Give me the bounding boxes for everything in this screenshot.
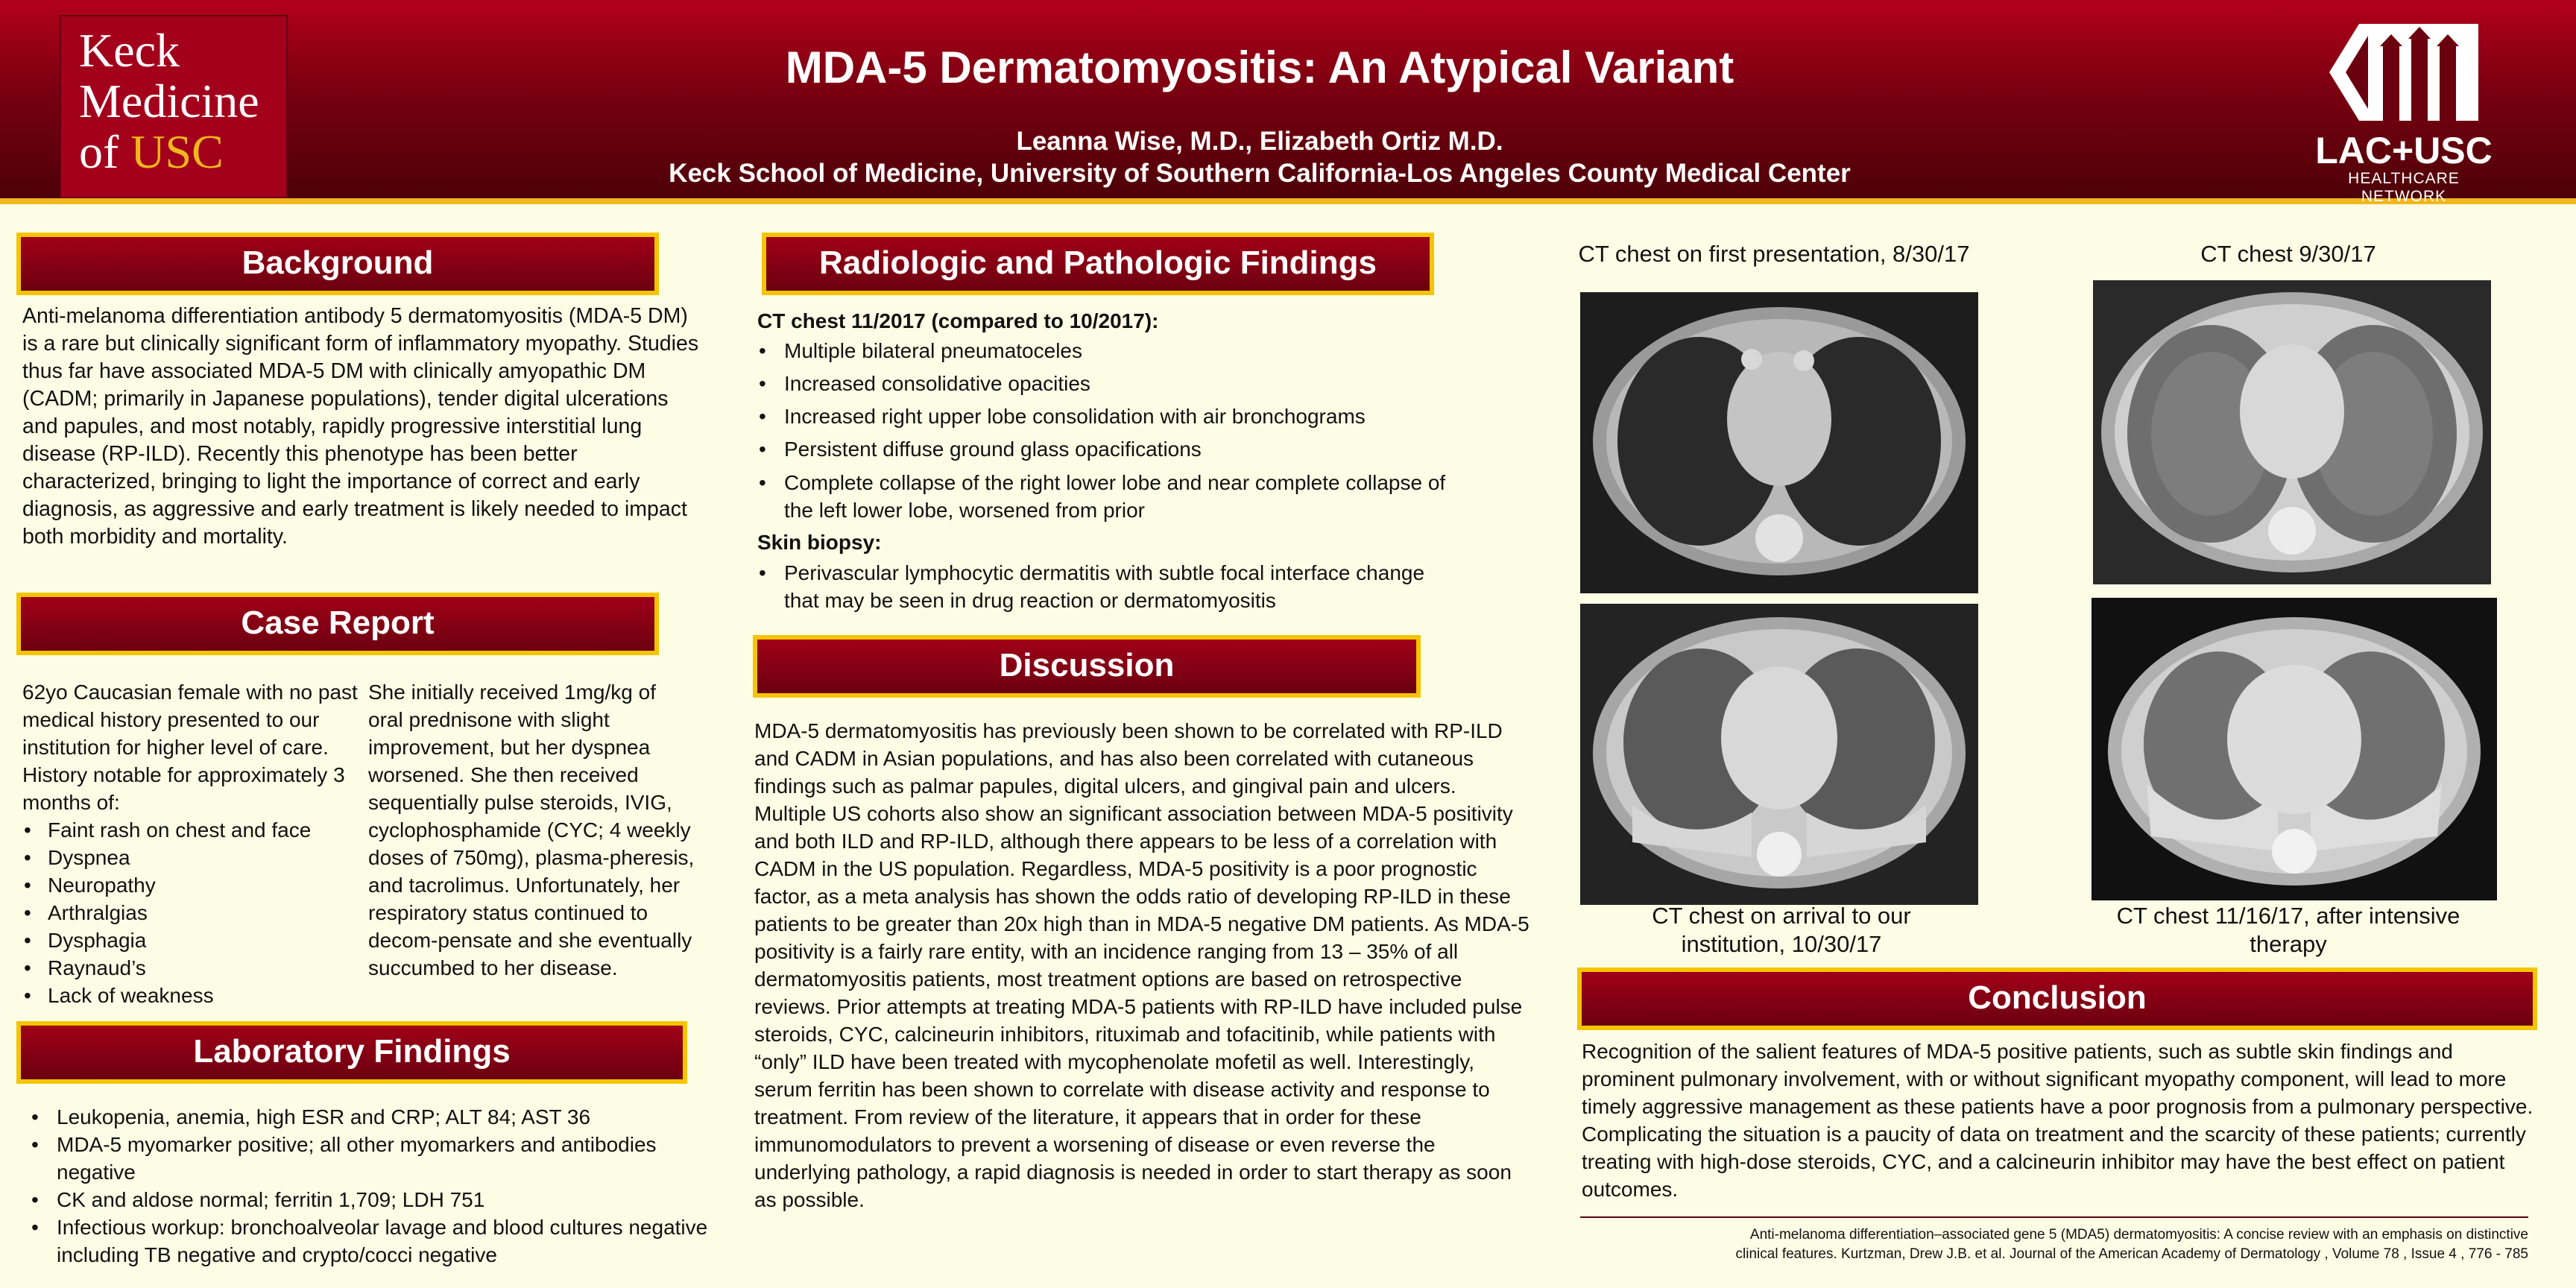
poster-authors: Leanna Wise, M.D., Elizabeth Ortiz M.D.	[1016, 127, 1503, 156]
ct-finding-item: • Increased right upper lobe consolidation with air bronchograms	[757, 400, 1450, 433]
ct-finding-item: • Complete collapse of the right lower lobe and near complete collapse of the left lower lobe, worsened from prior	[757, 469, 1450, 524]
lac-usc-subtitle: HEALTHCARE NETWORK	[2348, 170, 2460, 205]
keck-logo-line3	[79, 127, 268, 177]
poster-header	[0, 0, 2576, 204]
skin-biopsy-item: • Perivascular lymphocytic dermatitis with subtle focal interface change that may be seen in drug reaction or dermatomyositis	[757, 559, 1450, 614]
ct-findings-title: CT chest 11/2017 (compared to 10/2017):	[757, 309, 1159, 332]
discussion-heading: Discussion	[753, 635, 1421, 698]
reference-citation	[1580, 1225, 2528, 1264]
ct-findings-list	[757, 335, 1450, 524]
ct-scan-image-3	[1580, 604, 1978, 905]
keck-medicine-logo	[60, 15, 288, 198]
ct-caption-3: CT chest on arrival to our institution, 10/30/17	[1652, 903, 1911, 957]
conclusion-heading: Conclusion	[1577, 967, 2537, 1030]
discussion-text: MDA-5 dermatomyositis has previously been shown to be correlated with RP-ILD and CADM in Asian populations, and has also been correlated with cutaneous findings such as palmar papules, digital ulcers, and gingival pain and ulcers. Multiple US cohorts also show an significant association between MDA-5 positivity and both ILD and RP-ILD, although there appears to be less of a correlation with CADM in the US population. Regardless, MDA-5 positivity is a poor prognostic factor, as a meta analysis has shown the odds ratio of developing RP-ILD in these patients to be greater than 20x high than in MDA-5 negative DM patients. As MDA-5 positivity is a fairly rare entity, with an incidence ranging from 13 – 35% of all dermatomyositis patients, most treatment options are based on retrospective reviews. Prior attempts at treating MDA-5 patients with RP-ILD have included pulse steroids, CYC, calcineurin inhibitors, rituximab and tofacitinib, while patients with “only” ILD have been treated with mycophenolate mofetil as well. Interestingly, serum ferritin has been shown to correlate with disease activity and response to treatment. From review of the literature, it appears that in order for these immunomodulators to prevent a worsening of disease or even reverse the underlying pathology, a rapid diagnosis is needed in order to start therapy as soon as possible.	[754, 719, 1530, 1211]
reference-divider	[1580, 1216, 2528, 1218]
ct-caption-2: CT chest 9/30/17	[2200, 241, 2376, 267]
lac-usc-name: LAC+USC	[2315, 130, 2493, 171]
lab-finding-item: • CK and aldose normal; ferritin 1,709; LDH 751	[30, 1186, 730, 1213]
skin-biopsy-title: Skin biopsy:	[757, 531, 882, 554]
radiologic-body	[757, 307, 1450, 614]
lab-finding-item: • MDA-5 myomarker positive; all other myomarkers and antibodies negative	[30, 1131, 730, 1186]
ct-scan-image-4	[2092, 598, 2497, 900]
case-report-course: She initially received 1mg/kg of oral prednisone with slight improvement, but her dyspnea worsened. She then received sequentially pulse steroids, IVIG, cyclophosphamide (CYC; 4 weekly doses of 750mg), plasma-pheresis, and tacrolimus. Unfortunately, her respiratory status continued to decom-pensate and she eventually succumbed to her disease.	[368, 681, 695, 979]
symptom-item: • Dyspnea	[22, 844, 365, 871]
ct-caption-1: CT chest on first presentation, 8/30/17	[1578, 241, 1970, 267]
conclusion-text: Recognition of the salient features of MDA-5 positive patients, such as subtle skin findings and prominent pulmonary involvement, with or without significant myopathy component, will lead to more timely aggressive management as these patients have a poor prognosis from a pulmonary perspective. Complicating the situation is a paucity of data on treatment and the scarcity of these patients; currently treating with high-dose steroids, CYC, and a calcineurin inhibitor may have the best effect on patient outcomes.	[1582, 1040, 2534, 1201]
ct-finding-item: • Increased consolidative opacities	[757, 367, 1450, 400]
ct-finding-item: • Multiple bilateral pneumatoceles	[757, 335, 1450, 367]
poster-title: MDA-5 Dermatomyositis: An Atypical Variant	[785, 42, 1734, 92]
keck-logo-line2: Medicine	[79, 75, 259, 127]
ct-caption-4: CT chest 11/16/17, after intensive therapy	[2116, 903, 2460, 957]
ct-finding-item: • Persistent diffuse ground glass opacifications	[757, 433, 1450, 466]
keck-logo-line1: Keck	[79, 24, 180, 77]
radiologic-heading: Radiologic and Pathologic Findings	[762, 233, 1434, 295]
symptom-item: • Faint rash on chest and face	[22, 816, 365, 844]
case-report-intro: 62yo Caucasian female with no past medical history presented to our institution for higher level of care. History notable for approximately 3 months of:	[22, 681, 358, 814]
reference-line-2: clinical features. Kurtzman, Drew J.B. et al. Journal of the American Academy of Dermatology , Volume 78 , Issue 4 , 776 - 785	[1735, 1246, 2528, 1262]
lab-findings-heading: Laboratory Findings	[16, 1021, 687, 1084]
lac-usc-logo	[2303, 16, 2504, 205]
symptom-list	[22, 816, 365, 1009]
poster-affiliation: Keck School of Medicine, University of Southern California-Los Angeles County Medical Center	[669, 159, 1851, 188]
lab-finding-item: • Leukopenia, anemia, high ESR and CRP; ALT 84; AST 36	[30, 1103, 730, 1131]
reference-line-1: Anti-melanoma differentiation–associated gene 5 (MDA5) dermatomyositis: A concise review with an emphasis on distinctive	[1749, 1227, 2528, 1243]
ct-scan-image-2	[2093, 280, 2491, 584]
lab-finding-item: • Infectious workup: bronchoalveolar lavage and blood cultures negative including TB negative and crypto/cocci negative	[30, 1213, 730, 1269]
symptom-item: • Raynaud’s	[22, 954, 365, 982]
lab-findings-list	[30, 1103, 730, 1269]
skin-biopsy-list	[757, 559, 1450, 614]
background-text: Anti-melanoma differentiation antibody 5 dermatomyositis (MDA-5 DM) is a rare but clinically significant form of inflammatory myopathy. Studies thus far have associated MDA-5 DM with clinically amyopathic DM (CADM; primarily in Japanese populations), tender digital ulcerations and papules, and most notably, rapidly progressive interstitial lung disease (RP-ILD). Recently this phenotype has been better characterized, bringing to light the importance of correct and early diagnosis, as aggressive and early treatment is likely needed to impact both morbidity and mortality.	[22, 304, 699, 549]
symptom-item: • Arthralgias	[22, 899, 365, 926]
symptom-item: • Lack of weakness	[22, 982, 365, 1009]
ct-scan-image-1	[1580, 292, 1978, 593]
keck-logo-usc: USC	[130, 125, 224, 178]
background-heading: Background	[16, 233, 659, 295]
lab-findings-body	[30, 1103, 730, 1269]
keck-logo-of: of	[79, 125, 119, 178]
symptom-item: • Dysphagia	[22, 926, 365, 954]
case-report-left-column	[22, 678, 365, 1009]
lac-usc-building-icon	[2314, 16, 2493, 128]
symptom-item: • Neuropathy	[22, 871, 365, 899]
case-report-heading: Case Report	[16, 593, 659, 655]
